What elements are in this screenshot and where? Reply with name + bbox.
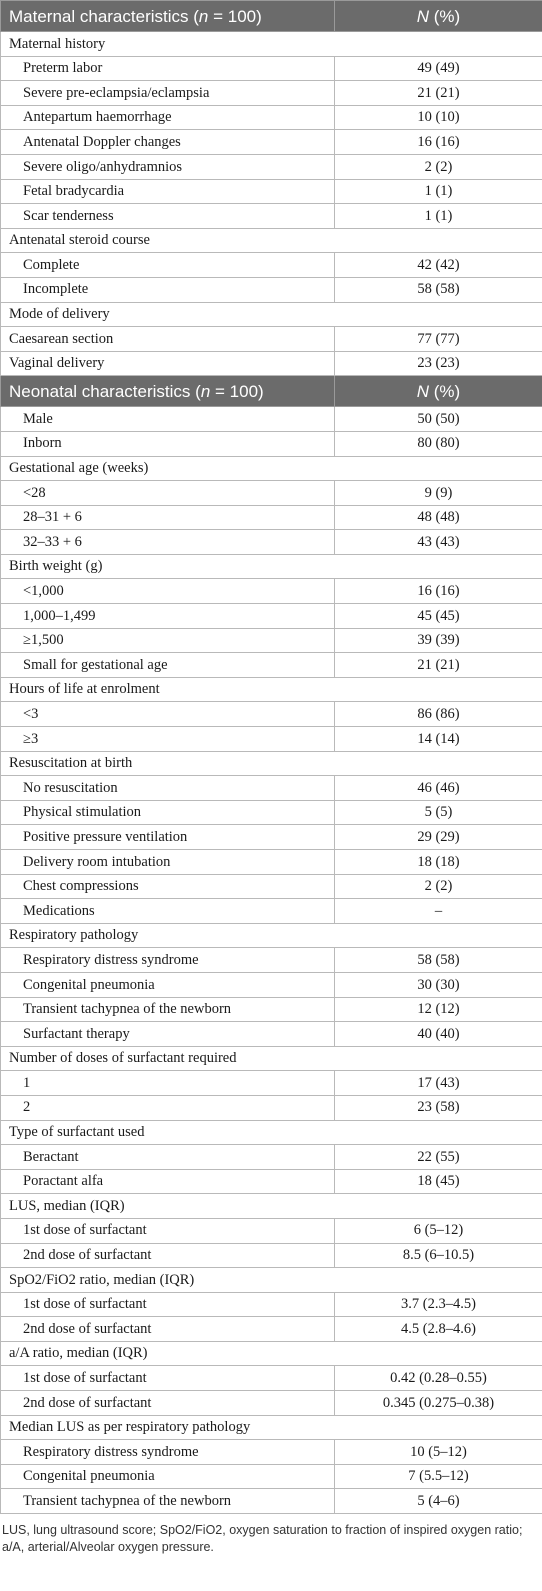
group-label: Hours of life at enrolment (1, 677, 542, 702)
row-label: Delivery room intubation (1, 850, 335, 875)
group-row (1, 302, 542, 327)
row-value: 48 (48) (335, 505, 542, 530)
table-row (1, 1022, 542, 1047)
row-label: 1 (1, 1071, 335, 1096)
row-value: 0.345 (0.275–0.38) (335, 1391, 542, 1416)
row-label: Incomplete (1, 277, 335, 302)
row-value: 29 (29) (335, 825, 542, 850)
group-row (1, 228, 542, 253)
table-row (1, 1292, 542, 1317)
row-label: Inborn (1, 431, 335, 456)
table-row (1, 800, 542, 825)
group-row (1, 1341, 542, 1366)
group-label: Number of doses of surfactant required (1, 1046, 542, 1071)
group-label: Type of surfactant used (1, 1120, 542, 1145)
row-label: Poractant alfa (1, 1169, 335, 1194)
row-label: Male (1, 407, 335, 432)
table-row (1, 505, 542, 530)
row-label: ≥3 (1, 727, 335, 752)
row-label: Beractant (1, 1145, 335, 1170)
table-body (1, 1, 542, 1514)
value-column-header: N (%) (335, 1, 542, 32)
table-row (1, 407, 542, 432)
row-value: 46 (46) (335, 776, 542, 801)
group-row (1, 751, 542, 776)
value-column-header: N (%) (335, 376, 542, 407)
row-value: 43 (43) (335, 530, 542, 555)
table-row (1, 327, 542, 352)
table-row (1, 1243, 542, 1268)
row-value: 14 (14) (335, 727, 542, 752)
row-label: 2 (1, 1095, 335, 1120)
row-label: Small for gestational age (1, 653, 335, 678)
table-row (1, 1145, 542, 1170)
row-label: Antepartum haemorrhage (1, 105, 335, 130)
group-row (1, 32, 542, 57)
row-value: 2 (2) (335, 874, 542, 899)
row-value: 23 (23) (335, 351, 542, 376)
row-label: <3 (1, 702, 335, 727)
row-label: 1,000–1,499 (1, 604, 335, 629)
table-row (1, 776, 542, 801)
row-value: 30 (30) (335, 972, 542, 997)
table-row (1, 579, 542, 604)
table-row (1, 431, 542, 456)
row-value: 80 (80) (335, 431, 542, 456)
section-title: Neonatal characteristics (n = 100) (1, 376, 335, 407)
row-value: 1 (1) (335, 204, 542, 229)
group-row (1, 677, 542, 702)
row-label: <1,000 (1, 579, 335, 604)
row-value: 5 (5) (335, 800, 542, 825)
table-row (1, 105, 542, 130)
table-row (1, 948, 542, 973)
row-label: Medications (1, 899, 335, 924)
table-row (1, 874, 542, 899)
row-value: 58 (58) (335, 948, 542, 973)
group-label: Antenatal steroid course (1, 228, 542, 253)
table-row (1, 56, 542, 81)
table-row (1, 604, 542, 629)
section-header-row (1, 1, 542, 32)
table-row (1, 1071, 542, 1096)
row-label: Positive pressure ventilation (1, 825, 335, 850)
table-row (1, 1095, 542, 1120)
table-row (1, 1464, 542, 1489)
row-label: Antenatal Doppler changes (1, 130, 335, 155)
group-label: Respiratory pathology (1, 923, 542, 948)
table-row (1, 850, 542, 875)
table-row (1, 130, 542, 155)
row-value: 42 (42) (335, 253, 542, 278)
row-label: Complete (1, 253, 335, 278)
table-row (1, 530, 542, 555)
row-label: 28–31 + 6 (1, 505, 335, 530)
row-value: 9 (9) (335, 481, 542, 506)
row-value: 8.5 (6–10.5) (335, 1243, 542, 1268)
row-value: 21 (21) (335, 81, 542, 106)
row-value: 21 (21) (335, 653, 542, 678)
row-label: Surfactant therapy (1, 1022, 335, 1047)
row-label: ≥1,500 (1, 628, 335, 653)
row-label: Physical stimulation (1, 800, 335, 825)
row-label: Caesarean section (1, 327, 335, 352)
row-label: Vaginal delivery (1, 351, 335, 376)
table-row (1, 727, 542, 752)
row-label: Severe oligo/anhydramnios (1, 154, 335, 179)
group-row (1, 1194, 542, 1219)
group-label: a/A ratio, median (IQR) (1, 1341, 542, 1366)
group-row (1, 1415, 542, 1440)
row-value: 17 (43) (335, 1071, 542, 1096)
group-row (1, 554, 542, 579)
table-row (1, 179, 542, 204)
row-value: 16 (16) (335, 130, 542, 155)
group-label: Median LUS as per respiratory pathology (1, 1415, 542, 1440)
row-value: 45 (45) (335, 604, 542, 629)
table-row (1, 1317, 542, 1342)
row-value: 23 (58) (335, 1095, 542, 1120)
row-value: 49 (49) (335, 56, 542, 81)
row-value: 50 (50) (335, 407, 542, 432)
table-row (1, 351, 542, 376)
table-row (1, 972, 542, 997)
row-value: 3.7 (2.3–4.5) (335, 1292, 542, 1317)
row-value: 86 (86) (335, 702, 542, 727)
row-label: Transient tachypnea of the newborn (1, 1489, 335, 1514)
row-label: 2nd dose of surfactant (1, 1391, 335, 1416)
table-row (1, 1489, 542, 1514)
table-row (1, 653, 542, 678)
row-label: Respiratory distress syndrome (1, 948, 335, 973)
row-label: Respiratory distress syndrome (1, 1440, 335, 1465)
row-value: 6 (5–12) (335, 1218, 542, 1243)
row-label: Congenital pneumonia (1, 1464, 335, 1489)
group-label: Birth weight (g) (1, 554, 542, 579)
group-row (1, 1268, 542, 1293)
row-value: 18 (18) (335, 850, 542, 875)
row-label: Congenital pneumonia (1, 972, 335, 997)
row-label: No resuscitation (1, 776, 335, 801)
row-label: 2nd dose of surfactant (1, 1317, 335, 1342)
group-label: Maternal history (1, 32, 542, 57)
group-row (1, 1120, 542, 1145)
table-row (1, 81, 542, 106)
group-label: SpO2/FiO2 ratio, median (IQR) (1, 1268, 542, 1293)
row-value: 58 (58) (335, 277, 542, 302)
row-label: <28 (1, 481, 335, 506)
row-value: 22 (55) (335, 1145, 542, 1170)
row-label: 1st dose of surfactant (1, 1218, 335, 1243)
row-label: Preterm labor (1, 56, 335, 81)
table-row (1, 997, 542, 1022)
row-value: 77 (77) (335, 327, 542, 352)
row-value: 18 (45) (335, 1169, 542, 1194)
row-value: 4.5 (2.8–4.6) (335, 1317, 542, 1342)
table-footnote: LUS, lung ultrasound score; SpO2/FiO2, oxygen saturation to fraction of inspired oxygen ratio; a/A, arterial/Alveolar oxygen pressure. (2, 1523, 523, 1555)
row-value: 40 (40) (335, 1022, 542, 1047)
table-row (1, 277, 542, 302)
row-label: 32–33 + 6 (1, 530, 335, 555)
row-value: 16 (16) (335, 579, 542, 604)
row-label: Fetal bradycardia (1, 179, 335, 204)
row-value: 7 (5.5–12) (335, 1464, 542, 1489)
row-value: 1 (1) (335, 179, 542, 204)
row-value: 0.42 (0.28–0.55) (335, 1366, 542, 1391)
table-row (1, 1169, 542, 1194)
group-row (1, 1046, 542, 1071)
table-row (1, 628, 542, 653)
row-value: 10 (10) (335, 105, 542, 130)
group-row (1, 923, 542, 948)
row-label: 2nd dose of surfactant (1, 1243, 335, 1268)
row-value: – (335, 899, 542, 924)
row-value: 2 (2) (335, 154, 542, 179)
table-row (1, 154, 542, 179)
table-row (1, 253, 542, 278)
table-row (1, 204, 542, 229)
table-row (1, 1440, 542, 1465)
group-label: LUS, median (IQR) (1, 1194, 542, 1219)
group-label: Mode of delivery (1, 302, 542, 327)
row-label: Scar tenderness (1, 204, 335, 229)
group-row (1, 456, 542, 481)
table-row (1, 702, 542, 727)
section-title: Maternal characteristics (n = 100) (1, 1, 335, 32)
row-label: Transient tachypnea of the newborn (1, 997, 335, 1022)
table-row (1, 1366, 542, 1391)
table-row (1, 899, 542, 924)
row-value: 5 (4–6) (335, 1489, 542, 1514)
row-label: Severe pre-eclampsia/eclampsia (1, 81, 335, 106)
group-label: Gestational age (weeks) (1, 456, 542, 481)
table-row (1, 1391, 542, 1416)
row-label: Chest compressions (1, 874, 335, 899)
table-row (1, 825, 542, 850)
row-label: 1st dose of surfactant (1, 1366, 335, 1391)
group-label: Resuscitation at birth (1, 751, 542, 776)
table-row (1, 481, 542, 506)
section-header-row (1, 376, 542, 407)
row-value: 12 (12) (335, 997, 542, 1022)
row-label: 1st dose of surfactant (1, 1292, 335, 1317)
row-value: 10 (5–12) (335, 1440, 542, 1465)
row-value: 39 (39) (335, 628, 542, 653)
table-row (1, 1218, 542, 1243)
